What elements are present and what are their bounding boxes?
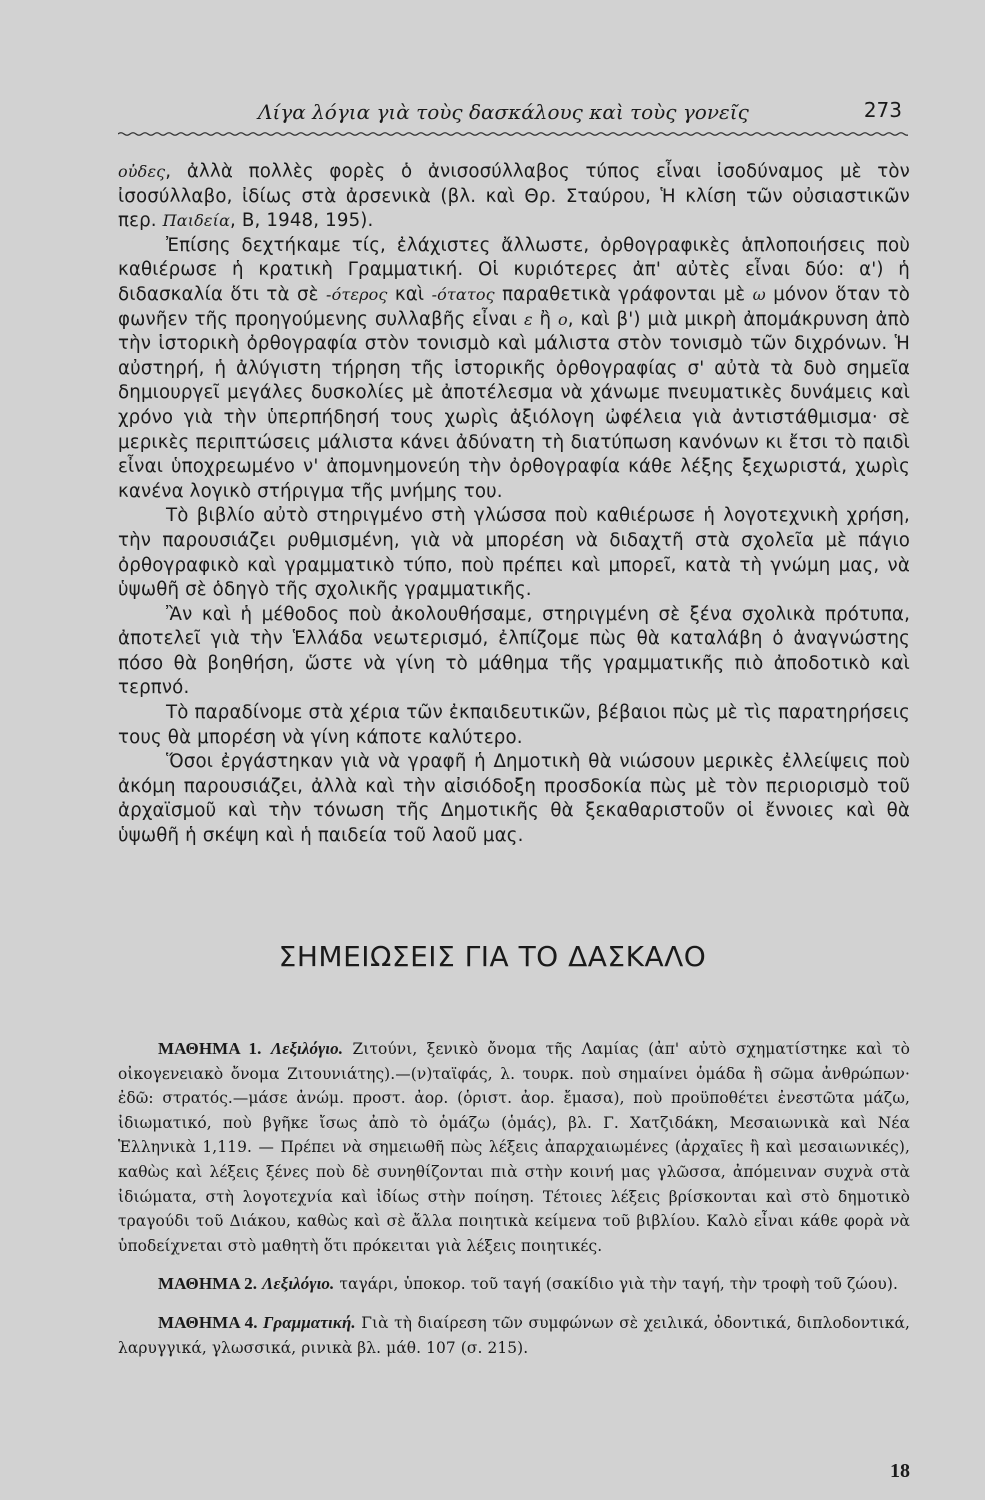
page-header [118,98,908,128]
note-term: Λεξιλόγιο. [270,1039,344,1058]
note-lesson: ΜΑΘΗΜΑ 4. [158,1312,258,1332]
paragraph-4: Ἂν καὶ ἡ μέθοδος ποὺ ἀκολουθήσαμε, στηριγμένη σὲ ξένα σχολικὰ πρότυπα, ἀποτελεῖ γιὰ τὴν Ἑλλάδα νεωτερισμό, ἐλπίζομε πὼς θὰ καταλάβη ὁ ἀναγνώστης πόσο θὰ βοηθήση, ὥστε νὰ γίνη τὸ μάθημα τῆς γραμματικῆς πιὸ ἀποδοτικὸ καὶ τερπνό. [118,603,910,699]
note-text: ταγάρι, ὑποκορ. τοῦ ταγή (σακίδιο γιὰ τὴν ταγή, τὴν τροφὴ τοῦ ζώου). [334,1275,898,1294]
page-number: 273 [863,98,902,122]
main-text [118,160,910,849]
header-wavy-rule [118,129,908,139]
note-text: Γιὰ τὴ διαίρεση τῶν συμφώνων σὲ χειλικά, ὀδοντικά, διπλοδοντικά, λαρυγγικά, γλωσσικά, ρινικὰ βλ. μάθ. 107 (σ. 215). [118,1313,910,1357]
note-lesson: ΜΑΘΗΜΑ 2. [158,1274,258,1294]
paragraph-2: Ἐπίσης δεχτήκαμε τίς, ἐλάχιστες ἄλλωστε, ὀρθογραφικὲς ἁπλοποιήσεις ποὺ καθιέρωσε ἡ κρατικὴ Γραμματική. Οἱ κυριότερες ἀπ' αὐτὲς εἶναι δύο: α') ἡ διδασκαλία ὅτι τὰ σὲ -ότερος καὶ -ότατος παραθετικὰ γράφονται μὲ ω μόνον ὅταν τὸ φωνῆεν τῆς προηγούμενης συλλαβῆς εἶναι ε ἢ ο, καὶ β') μιὰ μικρὴ ἀπομάκρυνση ἀπὸ τὴν ἱστορικὴ ὀρθογραφία στὸν τονισμὸ καὶ μάλιστα στὸν τονισμὸ τῶν διχρόνων. Ἡ αὐστηρή, ἡ ἀλύγιστη τήρηση τῆς ἱστορικῆς ὀρθογραφίας σ' αὐτὰ τὰ δυὸ σημεῖα δημιουργεῖ μεγάλες δυσκολίες μὲ ἀποτέλεσμα νὰ χάνωμε πνευματικὲς δυνάμεις καὶ χρόνο γιὰ τὴν ὑπερπήδησή τους χωρὶς ἀξιόλογη ὠφέλεια γιὰ ἀντιστάθμισμα· σὲ μερικὲς περιπτώσεις μάλιστα κάνει ἀδύνατη τὴ διατύπωση κανόνων κι ἔτσι τὸ παιδὶ εἶναι ὑποχρεωμένο ν' ἀπομνημονεύη τὴν ὀρθογραφία κάθε λέξης ξεχωριστά, χωρὶς κανένα λογικὸ στήριγμα τῆς μνήμης του. [118,234,910,502]
teacher-notes [118,1037,910,1374]
paragraph-1: οὐδες, ἀλλὰ πολλὲς φορὲς ὁ ἀνισοσύλλαβος τύπος εἶναι ἰσοδύναμος μὲ τὸν ἰσοσύλλαβο, ἰδίως στὰ ἀρσενικὰ (βλ. καὶ Θρ. Σταύρου, Ἡ κλίση τῶν οὐσιαστικῶν περ. Παιδεία, Β, 1948, 195). [118,161,910,232]
note-term: Γραμματική. [263,1312,356,1332]
paragraph-6: Ὅσοι ἐργάστηκαν γιὰ νὰ γραφῆ ἡ Δημοτικὴ θὰ νιώσουν μερικὲς ἐλλείψεις ποὺ ἀκόμη παρουσιάζει, ἀλλὰ καὶ τὴν αἰσιόδοξη προσδοκία πὼς μὲ τὸν περιορισμὸ τοῦ ἀρχαϊσμοῦ καὶ τὴν τόνωση τῆς Δημοτικῆς θὰ ξεκαθαριστοῦν οἱ ἔννοιες καὶ θὰ ὑψωθῆ ἡ σκέψη καὶ ἡ παιδεία τοῦ λαοῦ μας. [118,751,910,847]
note-lesson: ΜΑΘΗΜΑ 1. [158,1039,262,1058]
note-term: Λεξιλόγιο. [262,1274,335,1294]
paragraph-5: Τὸ παραδίνομε στὰ χέρια τῶν ἐκπαιδευτικῶν, βέβαιοι πὼς μὲ τὶς παρατηρήσεις τους θὰ μπορέση νὰ γίνη κάποτε καλύτερο. [118,702,910,748]
note-item [118,1272,910,1297]
running-title: Λίγα λόγια γιὰ τοὺς δασκάλους καὶ τοὺς γονεῖς [258,100,749,124]
section-heading: ΣΗΜΕΙΩΣΕΙΣ ΓΙΑ ΤΟ ΔΑΣΚΑΛΟ [278,940,707,973]
paragraph-3: Τὸ βιβλίο αὐτὸ στηριγμένο στὴ γλώσσα ποὺ καθιέρωσε ἡ λογοτεχνικὴ χρήση, τὴν παρουσιάζει ρυθμισμένη, γιὰ νὰ μπορέση νὰ διδαχτῆ στὰ σχολεῖα μὲ πάγιο ὀρθογραφικὸ καὶ γραμματικὸ τύπο, ποὺ πρέπει καὶ μπορεῖ, κατὰ τὴ γνώμη μας, νὰ ὑψωθῆ σὲ ὁδηγὸ τῆς σχολικῆς γραμματικῆς. [118,505,910,601]
note-text: Ζιτούνι, ξενικὸ ὄνομα τῆς Λαμίας (ἀπ' αὐτὸ σχηματίστηκε καὶ τὸ οἰκογενειακὸ ὄνομα Ζιτουνιάτης).—(ν)ταϊφάς, λ. τουρκ. ποὺ σημαίνει ὁμάδα ἢ σῶμα ἀνθρώπων· ἐδῶ: στρατός.—μάσε ἀνώμ. προστ. ἀορ. (ὁριστ. ἀορ. ἔμασα), ποὺ προϋποθέτει ἐνεστῶτα μάζω, ἰδιωματικό, ποὺ βγῆκε ἴσως ἀπὸ τὸ ὁμάζω (ὁμάς), βλ. Γ. Χατζιδάκη, Μεσαιωνικὰ καὶ Νέα Ἑλληνικὰ 1,119. — Πρέπει νὰ σημειωθῆ πὼς λέξεις ἀπαρχαιωμένες (ἀρχαῖες ἢ καὶ μεσαιωνικές), καθὼς καὶ λέξεις ξένες ποὺ δὲ συνηθίζονται πιὰ στὴν κοινή μας γλῶσσα, ἀπόμειναν συχνὰ στὰ ἰδιώματα, στὴ λογοτεχνία καὶ ἰδίως στὴν ποίηση. Τέτοιες λέξεις βρίσκονται καὶ στὸ δημοτικὸ τραγούδι τοῦ Διάκου, καθὼς καὶ σὲ ἄλλα ποιητικὰ κείμενα τοῦ βιβλίου. Καλὸ εἶναι κάθε φορὰ νὰ ὑποδείχνεται στὸ μαθητὴ ὅτι πρόκειται γιὰ λέξεις ποιητικές. [118,1040,910,1255]
note-item [118,1311,910,1360]
signature-number: 18 [890,1460,910,1482]
note-item [118,1037,910,1258]
